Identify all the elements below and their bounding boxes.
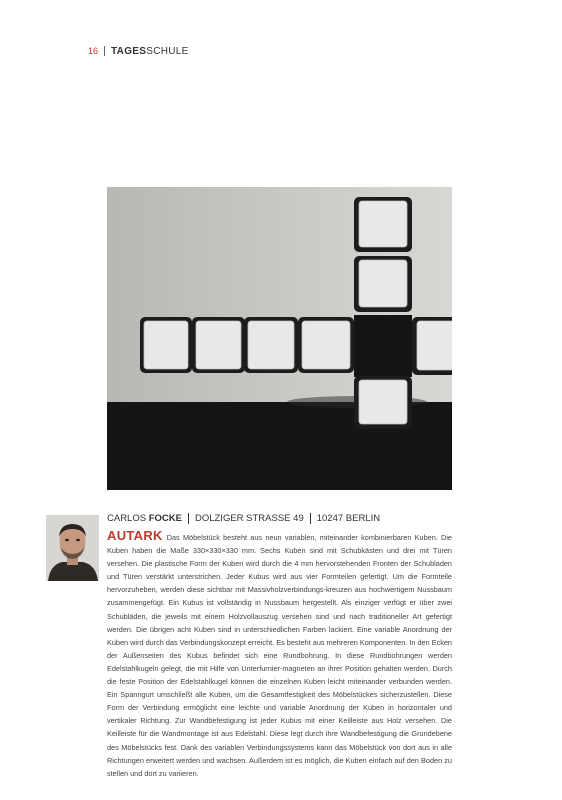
project-text — [107, 529, 452, 780]
section-title-regular: SCHULE — [146, 45, 189, 57]
page-header — [88, 44, 189, 58]
designer-street: DOLZIGER STRASSE 49 — [194, 513, 304, 524]
designer-portrait — [46, 515, 99, 581]
byline-divider — [188, 513, 189, 524]
project-title: AUTARK — [107, 528, 163, 543]
page-number: 16 — [88, 46, 105, 56]
section-title-bold: TAGES — [111, 45, 147, 57]
byline-divider — [310, 513, 311, 524]
designer-first-name: CARLOS — [107, 513, 147, 524]
designer-last-name: FOCKE — [148, 513, 182, 524]
furniture-photo — [107, 187, 452, 490]
designer-city: 10247 BERLIN — [316, 513, 381, 524]
designer-byline — [107, 513, 380, 524]
project-description: Das Möbelstück besteht aus neun variablen, miteinander kombinierbaren Kuben. Die Kuben haben die Maße 330×330×330 mm. Sechs Kuben sind mit Schubkästen und drei mit Türen versehen. Die plastische Form der Kuben wird durch die 4 mm hervorstehenden Fronten der Schubladen und Türen verstärkt unterstrichen. Jeder Kubus wird aus vier Formteilen gefertigt. Um die Formteile hervorzuheben, werden diese sichtbar mit Massivholzverbindungs-kreuzen aus hochwertigem Nussbaum zusammengefügt. Ein Kubus ist vollständig in Nussbaum hergestellt. Als einziger verfügt er über zwei Schubläden, die jeweils mit einem Holzvollauszug versehen sind und nach traditioneller Art gefertigt werden. Die übrigen acht Kuben sind in unterschiedlichen Farben lackiert. Eine variable Anordnung der Kuben wird durch das Verbindungskonzept erreicht. Es besteht aus mehreren Komponenten. In den Ecken der Außenseiten des Kubus befindet sich eine Rundbohrung. In diese Rundbohrungen werden Edelstahlkugeln gelegt, die mit Hilfe von Unterfurnier-magneten an ihrer Position gehalten werden. Durch die feste Position der Edelstahlkugel können die einzelnen Kuben leicht miteinander verbunden werden. Ein Spanngurt umschließt alle Kuben, um die Gesamtfestigkeit des Möbelstückes sicherzustellen. Diese Form der Verbindung ermöglicht eine leichte und variable Anordnung der Kuben in horizontaler und vertikaler Richtung. Zur Wandbefestigung ist jeder Kubus mit einer Keilleiste aus Holz versehen. Die Keilleiste für die Wandmontage ist aus Edelstahl. Diese legt durch ihre Wandbefestigung die Grundebene des Möbelstücks fest. Dank des variablen Verbindungssystems kann das Möbelstück von dort aus in alle Richtungen erweitert werden und wachsen. Außerdem ist es möglich, die Kuben einfach auf den Boden zu stellen und dort zu variieren. — [107, 533, 452, 778]
